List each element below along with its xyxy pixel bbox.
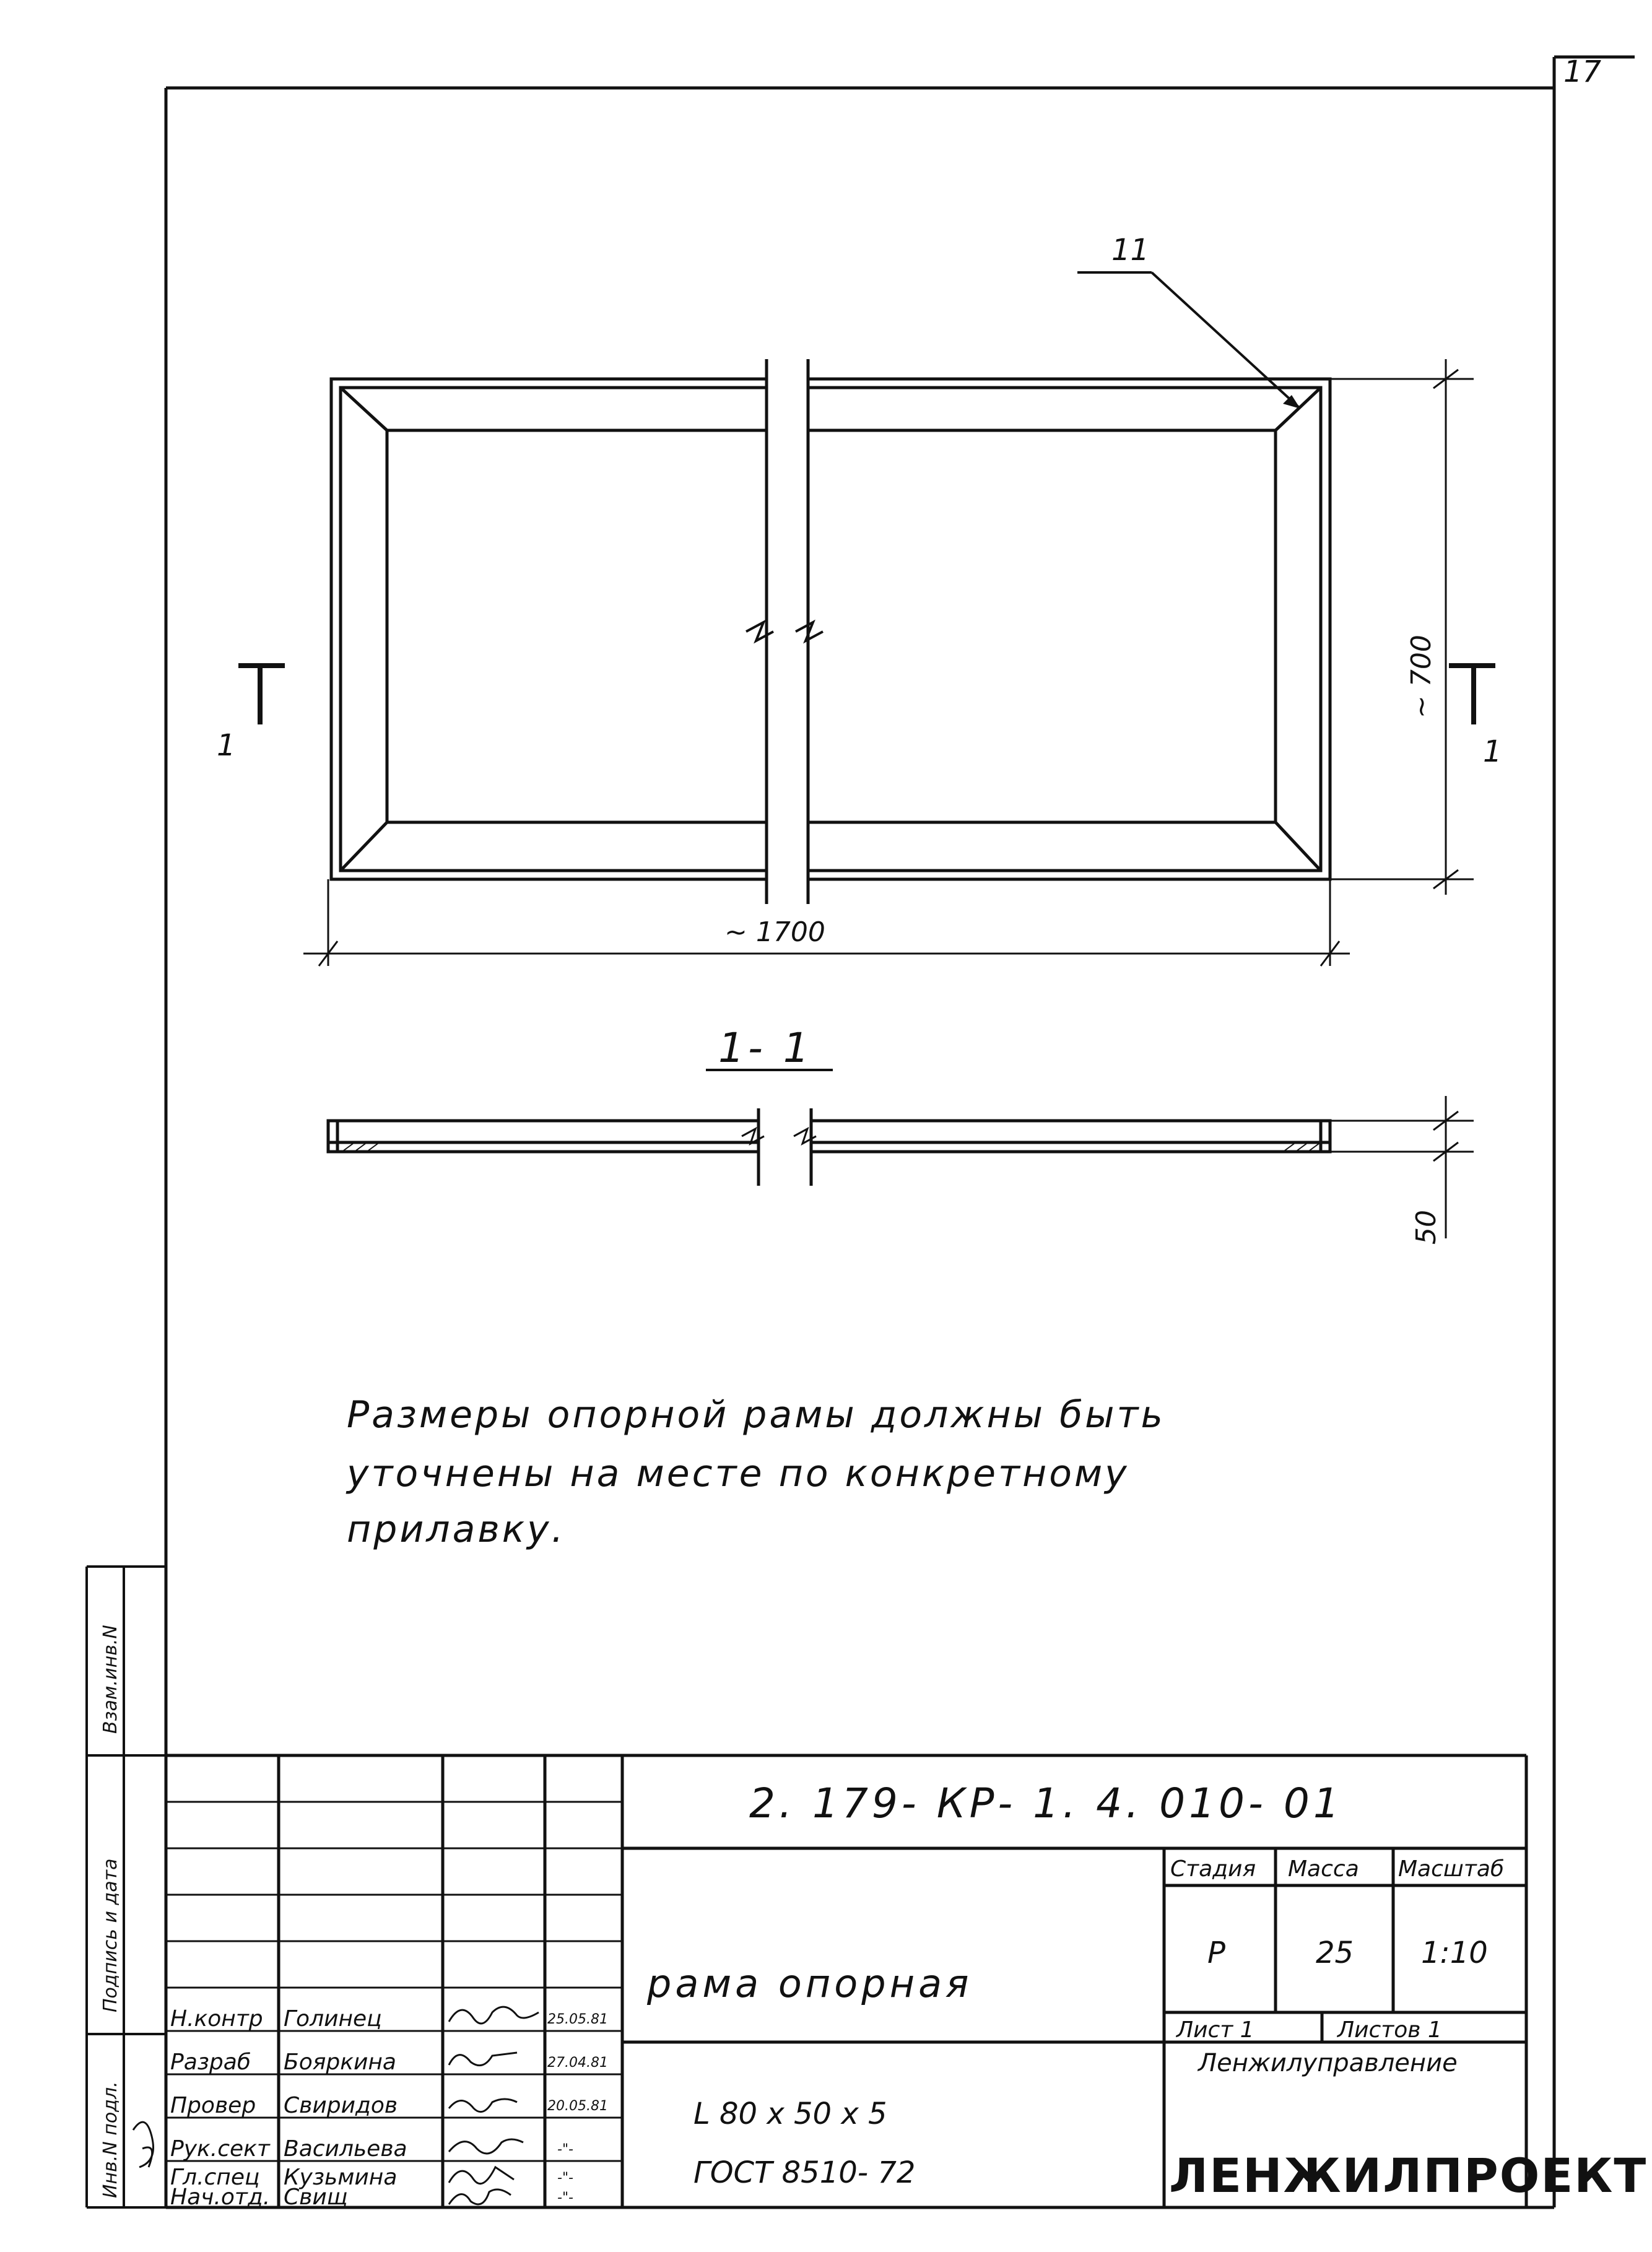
signature-role: Разраб	[170, 2050, 251, 2075]
signature-role: Провер	[170, 2093, 256, 2118]
section-hatch	[344, 1144, 1319, 1150]
document-code: 2. 179- КР- 1. 4. 010- 01	[749, 1780, 1343, 1827]
stamp-inv-original: Инв.N подл.	[100, 2081, 121, 2198]
signature-date: 27.04.81	[547, 2055, 608, 2071]
inventory-handwritten-mark	[133, 2122, 154, 2167]
stamp-inv-replace: Взам.инв.N	[100, 1625, 121, 1734]
scale-value: 1:10	[1421, 1936, 1488, 1970]
signature-name: Свиридов	[284, 2093, 398, 2118]
signature-name: Васильева	[284, 2136, 407, 2162]
dimension-height-label: ~ 700	[1406, 635, 1437, 718]
section-title: 1- 1	[718, 1024, 813, 1072]
stage-value: Р	[1207, 1936, 1225, 1970]
signature-date: -"-	[557, 2170, 573, 2186]
scale-header: Масштаб	[1398, 1856, 1505, 1882]
note-line-3: прилавку.	[347, 1508, 566, 1551]
signature-role: Рук.сект	[170, 2136, 270, 2162]
note-line-1: Размеры опорной рамы должны быть	[347, 1393, 1165, 1437]
section-mark-right-label: 1	[1483, 734, 1502, 769]
leader-arrow	[1283, 395, 1300, 409]
section-mark-right	[1449, 666, 1495, 724]
dimension-thickness	[1330, 1096, 1474, 1238]
side-stamp	[87, 1567, 166, 2207]
note-line-2: уточнены на месте по конкретному	[347, 1452, 1129, 1495]
frame-plan-view	[331, 359, 1330, 904]
mass-header: Масса	[1288, 1856, 1359, 1882]
stage-header: Стадия	[1170, 1856, 1256, 1882]
signature-date: 20.05.81	[547, 2098, 608, 2114]
section-mark-left	[238, 666, 285, 724]
signature-name: Свищ	[284, 2185, 348, 2210]
signature-date: 25.05.81	[547, 2012, 608, 2027]
section-view	[328, 1108, 1330, 1186]
signature-role: Гл.спец	[170, 2165, 260, 2190]
material-profile: L 80 х 50 х 5	[693, 2097, 887, 2131]
dimension-height	[1330, 359, 1474, 895]
dimension-width-label: ~ 1700	[724, 916, 825, 948]
organization-logo: ЛЕНЖИЛПРОЕКТ	[1169, 2148, 1648, 2203]
material-standard: ГОСТ 8510- 72	[693, 2155, 916, 2190]
handwritten-signatures	[449, 2007, 539, 2204]
section-break-symbol	[742, 1129, 816, 1144]
mass-value: 25	[1316, 1936, 1354, 1970]
break-symbol	[746, 622, 823, 641]
sheet-index: Лист 1	[1176, 2017, 1254, 2043]
signature-role: Нач.отд.	[170, 2185, 271, 2210]
sheet-number: 17	[1563, 54, 1602, 89]
signature-name: Кузьмина	[284, 2165, 398, 2190]
signature-date: -"-	[557, 2142, 573, 2157]
dimension-thickness-label: 50	[1411, 1210, 1442, 1245]
section-mark-left-label: 1	[217, 728, 236, 763]
item-name: рама опорная	[647, 1961, 973, 2006]
stamp-signature-date: Подпись и дата	[100, 1858, 121, 2012]
signature-role: Н.контр	[170, 2006, 263, 2032]
leader-label: 11	[1111, 233, 1150, 267]
signature-name: Голинец	[284, 2006, 382, 2032]
signature-date: -"-	[557, 2190, 573, 2206]
signature-name: Бояркина	[284, 2050, 396, 2075]
signature-rows	[170, 2006, 608, 2210]
dimension-width	[303, 879, 1350, 966]
organization: Ленжилуправление	[1198, 2049, 1458, 2077]
sheet-total: Листов 1	[1337, 2017, 1442, 2043]
